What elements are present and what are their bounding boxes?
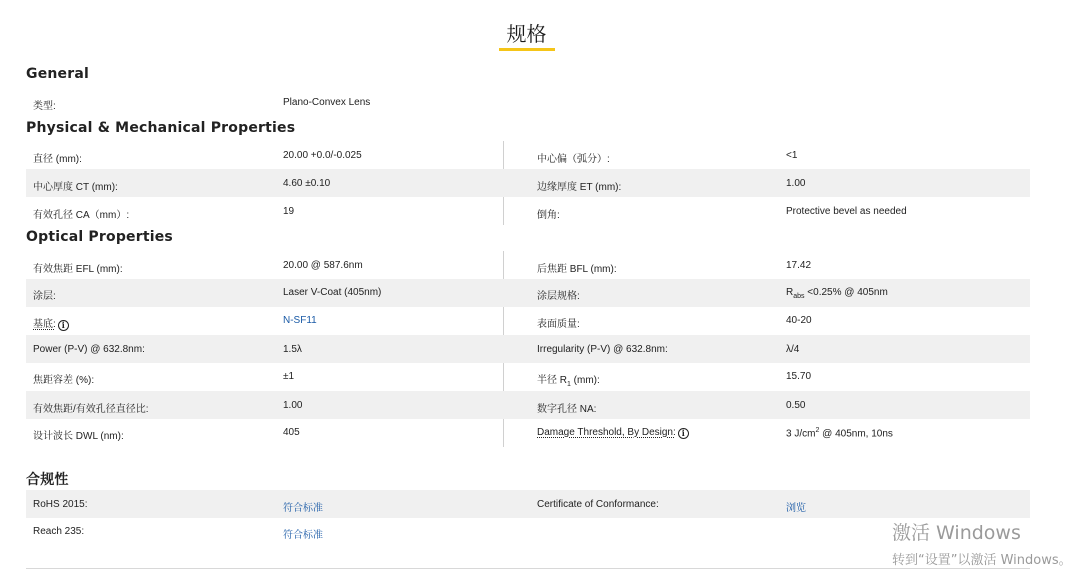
spec-label: 涂层规格:: [537, 291, 580, 302]
spec-label: RoHS 2015:: [33, 499, 88, 510]
spec-label: 涂层:: [33, 291, 56, 302]
spec-value: [786, 287, 888, 300]
spec-value: 1.00: [283, 400, 303, 411]
spec-value: 405: [283, 427, 300, 438]
spec-label: Damage Threshold, By Design:: [537, 427, 676, 438]
spec-label: 直径 (mm):: [33, 154, 82, 165]
spec-label: 焦距容差 (%):: [33, 375, 95, 386]
spec-value: 17.42: [786, 260, 812, 271]
spec-row: [26, 335, 1030, 363]
info-icon[interactable]: i: [58, 320, 69, 331]
spec-row: [26, 490, 1030, 518]
watermark-line2: 转到“设置”以激活 Windows。: [892, 553, 1072, 568]
spec-value: 1.5λ: [283, 344, 302, 355]
spec-value: 4.60 ±0.10: [283, 178, 331, 189]
rohs-link[interactable]: 符合标准: [283, 503, 323, 514]
spec-row: [26, 141, 1030, 169]
spec-label: 有效焦距 EFL (mm):: [33, 264, 123, 275]
spec-row: [26, 307, 1030, 335]
section-compliance-heading: 合规性: [26, 472, 69, 488]
value-part: <0.25% @ 405nm: [804, 287, 888, 298]
damage-threshold-label-wrap[interactable]: [537, 427, 689, 439]
spec-value: 0.50: [786, 400, 806, 411]
reach-link[interactable]: 符合标准: [283, 530, 323, 541]
bottom-divider: [26, 568, 1030, 569]
spec-value: ±1: [283, 371, 295, 382]
spec-value: 19: [283, 206, 295, 217]
spec-value: 20.00 +0.0/-0.025: [283, 150, 362, 161]
spec-row: [26, 363, 1030, 391]
info-icon[interactable]: i: [678, 428, 689, 439]
spec-label: 设计波长 DWL (nm):: [33, 431, 124, 442]
spec-label: 有效孔径 CA（mm）:: [33, 210, 130, 221]
label-part: 半径 R: [537, 375, 567, 386]
spec-value: λ/4: [786, 344, 800, 355]
spec-label: 中心厚度 CT (mm):: [33, 182, 118, 193]
spec-value: 20.00 @ 587.6nm: [283, 260, 363, 271]
spec-label: [537, 371, 600, 388]
label-part: (mm):: [570, 375, 600, 386]
spec-row-type: [26, 97, 1030, 111]
spec-label: Certificate of Conformance:: [537, 499, 659, 510]
spec-value: <1: [786, 150, 798, 161]
section-optical-heading: Optical Properties: [26, 229, 173, 245]
spec-label: 后焦距 BFL (mm):: [537, 264, 617, 275]
value-subscript: abs: [793, 293, 805, 300]
certificate-view-link[interactable]: 浏览: [786, 503, 806, 514]
windows-activation-watermark: [892, 518, 1072, 568]
spec-value: Laser V-Coat (405nm): [283, 287, 382, 298]
label-subscript: 1: [567, 381, 571, 388]
spec-value: [786, 427, 893, 439]
spec-row: [26, 251, 1030, 279]
spec-label: Irregularity (P-V) @ 632.8nm:: [537, 344, 668, 355]
spec-value: 15.70: [786, 371, 812, 382]
spec-value: Protective bevel as needed: [786, 206, 907, 217]
value-superscript: 2: [815, 427, 820, 434]
spec-label: 倒角:: [537, 210, 560, 221]
substrate-link[interactable]: N-SF11: [283, 315, 317, 326]
spec-label: Reach 235:: [33, 526, 85, 537]
value-part: R: [786, 287, 794, 298]
section-physical-heading: Physical & Mechanical Properties: [26, 120, 296, 136]
spec-label: 表面质量:: [537, 319, 580, 330]
spec-value: 40-20: [786, 315, 812, 326]
spec-label: Power (P-V) @ 632.8nm:: [33, 344, 145, 355]
spec-row: [26, 197, 1030, 225]
spec-label: 数字孔径 NA:: [537, 404, 597, 415]
section-general-heading: General: [26, 66, 89, 82]
value-part: 3 J/cm: [786, 428, 816, 440]
title-wrap: [0, 0, 1053, 52]
spec-row: [26, 391, 1030, 419]
spec-label: 边缘厚度 ET (mm):: [537, 182, 622, 193]
page-title: 规格: [499, 22, 555, 51]
spec-label: 基底:: [33, 319, 56, 330]
spec-row: [26, 419, 1030, 447]
spec-label: 类型:: [33, 101, 56, 112]
spec-value: Plano-Convex Lens: [283, 97, 371, 108]
spec-row: [26, 279, 1030, 307]
spec-row: [26, 169, 1030, 197]
spec-row: [26, 518, 1030, 546]
value-part: @ 405nm, 10ns: [819, 428, 893, 440]
watermark-line1: 激活 Windows: [892, 522, 1021, 544]
substrate-label-wrap[interactable]: [33, 315, 69, 331]
spec-value: 1.00: [786, 178, 806, 189]
spec-label: 中心偏（弧分）:: [537, 154, 610, 165]
spec-label: 有效焦距/有效孔径直径比:: [33, 404, 149, 415]
